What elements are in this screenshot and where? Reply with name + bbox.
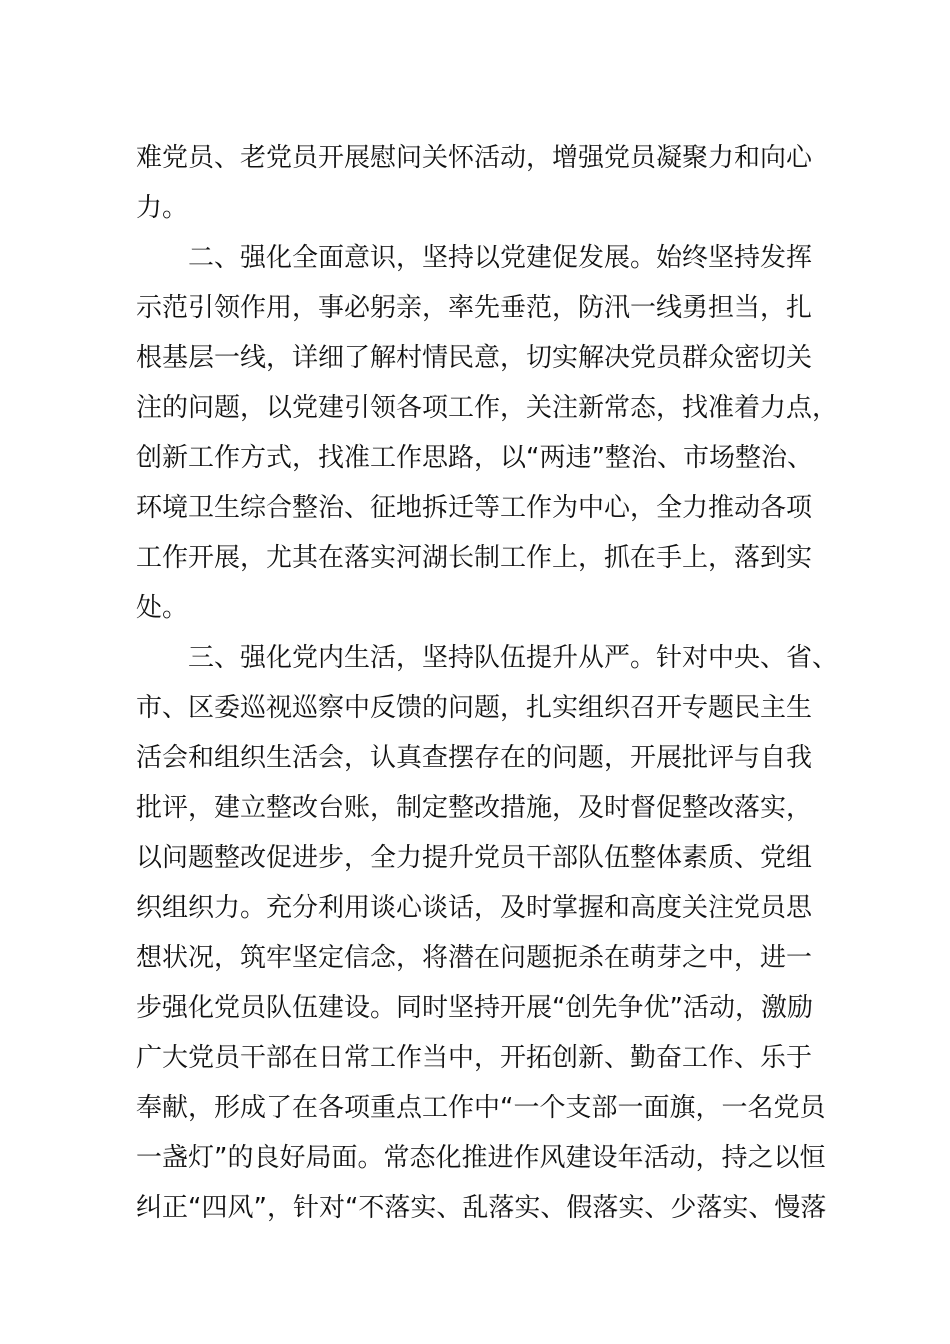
text-line: 广大党员干部在日常工作当中，开拓创新、勤奋工作、乐于 <box>136 1043 813 1073</box>
text-line: 注的问题，以党建引领各项工作，关注新常态，找准着力点， <box>136 393 839 423</box>
text-line: 纠正“四风”，针对“不落实、乱落实、假落实、少落实、慢落 <box>136 1193 827 1223</box>
text-line: 示范引领作用，事必躬亲，率先垂范，防汛一线勇担当，扎 <box>136 293 813 323</box>
text-line: 处。 <box>136 593 189 623</box>
text-line: 织组织力。充分利用谈心谈话，及时掌握和高度关注党员思 <box>136 893 813 923</box>
text-line: 力。 <box>136 193 189 223</box>
text-line: 创新工作方式，找准工作思路，以“两违”整治、市场整治、 <box>136 443 813 473</box>
body-text <box>136 133 839 1233</box>
text-line: 奉献，形成了在各项重点工作中“一个支部一面旗，一名党员 <box>136 1093 826 1123</box>
text-line: 活会和组织生活会，认真查摆存在的问题，开展批评与自我 <box>136 743 813 773</box>
text-line: 市、区委巡视巡察中反馈的问题，扎实组织召开专题民主生 <box>136 693 813 723</box>
text-line: 批评，建立整改台账，制定整改措施，及时督促整改落实， <box>136 793 813 823</box>
text-line: 一盏灯”的良好局面。常态化推进作风建设年活动，持之以恒 <box>136 1143 826 1173</box>
section-heading-line: 二、强化全面意识，坚持以党建促发展。始终坚持发挥 <box>188 243 813 273</box>
text-line: 想状况，筑牢坚定信念，将潜在问题扼杀在萌芽之中，进一 <box>136 943 813 973</box>
text-line: 环境卫生综合整治、征地拆迁等工作为中心，全力推动各项 <box>136 493 813 523</box>
text-line: 难党员、老党员开展慰问关怀活动，增强党员凝聚力和向心 <box>136 143 813 173</box>
text-line: 工作开展，尤其在落实河湖长制工作上，抓在手上，落到实 <box>136 543 813 573</box>
section-heading-line: 三、强化党内生活，坚持队伍提升从严。针对中央、省、 <box>188 643 839 673</box>
text-line: 根基层一线，详细了解村情民意，切实解决党员群众密切关 <box>136 343 813 373</box>
text-line: 以问题整改促进步，全力提升党员干部队伍整体素质、党组 <box>136 843 813 873</box>
text-line: 步强化党员队伍建设。同时坚持开展“创先争优”活动，激励 <box>136 993 813 1023</box>
